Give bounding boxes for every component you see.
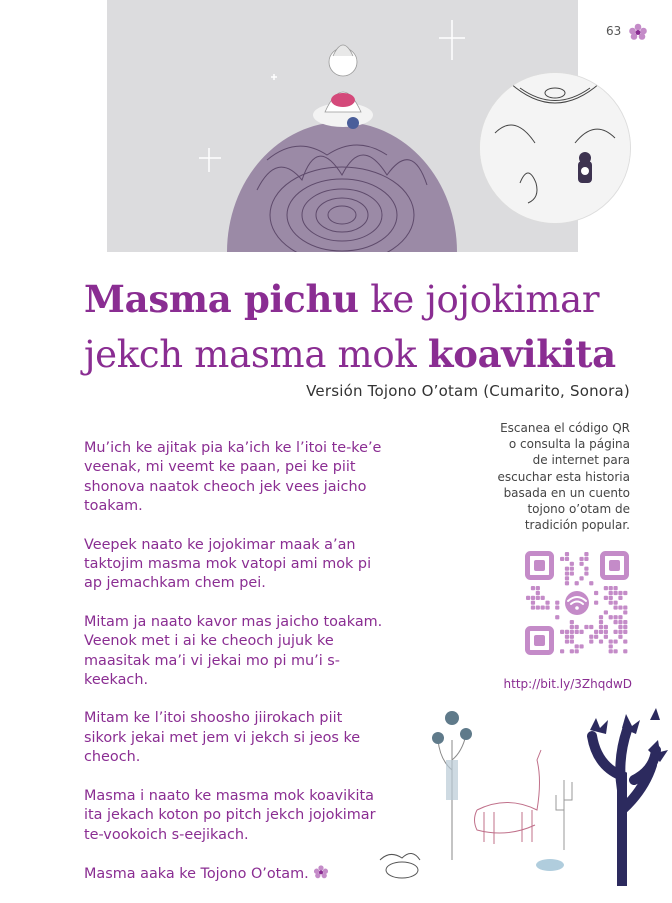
- title-rest-2: jekch masma mok: [84, 333, 428, 376]
- story-body: [84, 439, 384, 903]
- title-bold-1: Masma pichu: [84, 277, 359, 321]
- title-bold-2: koavikita: [427, 332, 616, 376]
- version-subtitle: Versión Tojono O’otam (Cumarito, Sonora): [306, 382, 630, 400]
- story-closing: [84, 864, 384, 884]
- page-title: [84, 272, 644, 382]
- title-rest-1: ke jojokimar: [358, 278, 600, 321]
- story-paragraph: Mu’ich ke ajitak pia ka’ich ke l’itoi te-ke’e veenak, mi veemt ke paan, pei ke piit shonova naatok cheoch jek vees jaicho toakam.: [84, 440, 382, 515]
- story-paragraph: Mitam ja naato kavor mas jaicho toakam. Veenok met i ai ke cheoch jujuk ke maasitak ma’i vi jekai mo pi mu’i s-keekach.: [84, 613, 383, 689]
- story-paragraph: Veepek naato ke jojokimar maak a’an taktojim masma mok vatopi ami mok pi ap jemachkam chem pei.: [84, 536, 372, 592]
- wifi-audio-icon: [562, 588, 592, 618]
- inset-illustration: [480, 73, 630, 223]
- story-paragraph: Masma i naato ke masma mok koavikita ita jekach koton po pitch jekch jojokimar te-vookoich s-eejikach.: [84, 787, 376, 843]
- flower-ornament-icon: [313, 864, 329, 880]
- story-paragraph: Mitam ke l’itoi shoosho jiirokach piit sikork jekai met jem vi jekch si jeos ke cheoch.: [84, 710, 361, 766]
- qr-url-link[interactable]: http://bit.ly/3ZhqdwD: [503, 677, 632, 691]
- qr-instructions: Escanea el código QR o consulta la página de internet para escuchar esta historia basada en un cuento tojono o’otam de tradición popular.: [497, 421, 630, 533]
- hero-inset-circle: [479, 72, 631, 224]
- flower-ornament-icon: [628, 22, 648, 42]
- qr-code[interactable]: [524, 550, 630, 656]
- page-number: 63: [606, 24, 622, 38]
- desert-illustration: [372, 700, 668, 886]
- closing-text: Masma aaka ke Tojono O’otam.: [84, 865, 309, 882]
